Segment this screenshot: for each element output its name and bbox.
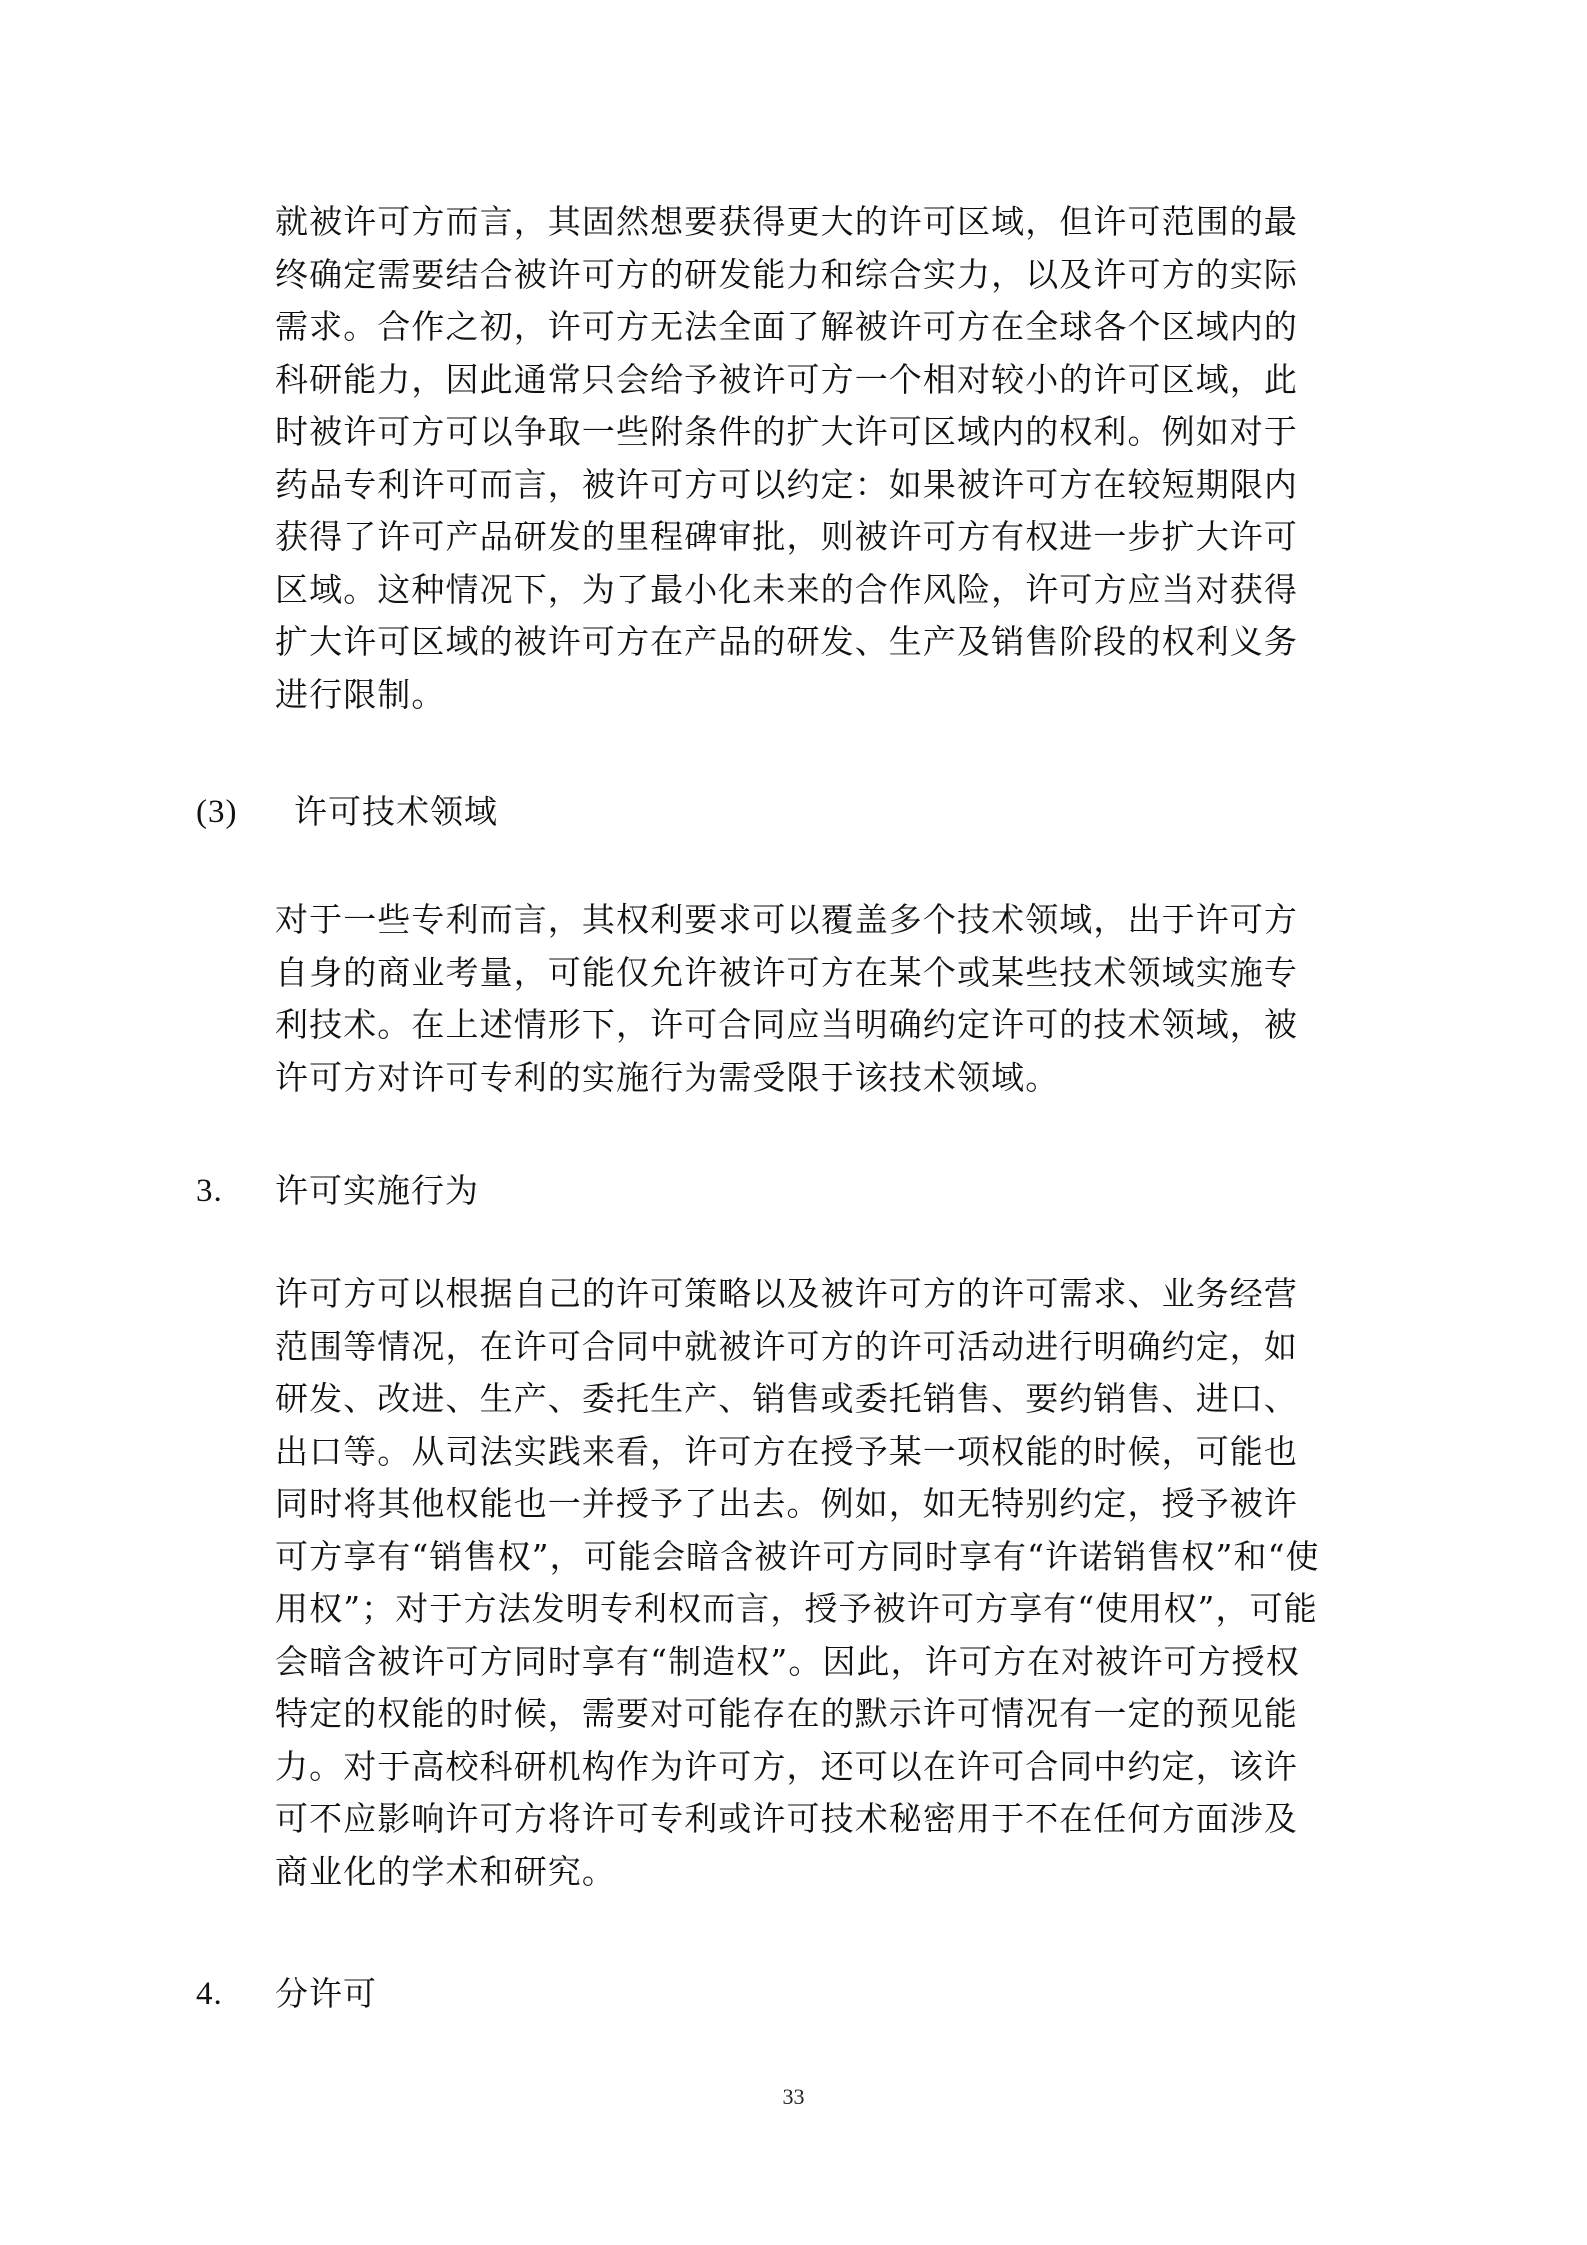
- text-line: 同时将其他权能也一并授予了出去。例如，如无特别约定，授予被许: [275, 1484, 1298, 1523]
- page-number: 33: [782, 2084, 805, 2109]
- paragraph-license-territory: [275, 196, 1403, 721]
- text-line: 研发、改进、生产、委托生产、销售或委托销售、要约销售、进口、: [275, 1379, 1298, 1418]
- heading-number: 3.: [196, 1173, 223, 1209]
- paragraph-technical-field: [275, 894, 1403, 1104]
- text-line: 获得了许可产品研发的里程碑审批，则被许可方有权进一步扩大许可: [275, 517, 1298, 556]
- text-line: 商业化的学术和研究。: [275, 1851, 616, 1891]
- text-line: 利技术。在上述情形下，许可合同应当明确约定许可的技术领域，被: [275, 1005, 1298, 1044]
- heading-title: 分许可: [275, 1974, 377, 2013]
- text-line: 可方享有“销售权”，可能会暗含被许可方同时享有“许诺销售权”和“使: [275, 1536, 1320, 1576]
- text-line: 需求。合作之初，许可方无法全面了解被许可方在全球各个区域内的: [275, 307, 1298, 346]
- heading-title: 许可实施行为: [275, 1171, 479, 1210]
- text-line: 会暗含被许可方同时享有“制造权”。因此，许可方在对被许可方授权: [275, 1641, 1300, 1681]
- heading-number: 4.: [196, 1976, 223, 2012]
- text-line: 可不应影响许可方将许可专利或许可技术秘密用于不在任何方面涉及: [275, 1799, 1298, 1838]
- text-line: 进行限制。: [275, 674, 446, 714]
- text-line: 终确定需要结合被许可方的研发能力和综合实力，以及许可方的实际: [275, 254, 1298, 294]
- text-line: 范围等情况，在许可合同中就被许可方的许可活动进行明确约定，如: [275, 1326, 1298, 1366]
- text-line: 特定的权能的时候，需要对可能存在的默示许可情况有一定的预见能: [275, 1694, 1298, 1733]
- text-line: 用权”；对于方法发明专利权而言，授予被许可方享有“使用权”，可能: [275, 1589, 1318, 1628]
- text-line: 时被许可方可以争取一些附条件的扩大许可区域内的权利。例如对于: [275, 412, 1298, 451]
- text-line: 力。对于高校科研机构作为许可方，还可以在许可合同中约定，该许: [275, 1746, 1298, 1786]
- text-line: 就被许可方而言，其固然想要获得更大的许可区域，但许可范围的最: [275, 202, 1298, 241]
- text-line: 自身的商业考量，可能仅允许被许可方在某个或某些技术领域实施专: [275, 952, 1298, 992]
- text-line: 许可方对许可专利的实施行为需受限于该技术领域。: [275, 1057, 1060, 1097]
- heading-title: 许可技术领域: [294, 792, 498, 831]
- text-line: 出口等。从司法实践来看，许可方在授予某一项权能的时候，可能也: [275, 1431, 1298, 1471]
- text-line: 区域。这种情况下，为了最小化未来的合作风险，许可方应当对获得: [275, 569, 1298, 609]
- heading-number: (3): [196, 794, 238, 830]
- text-line: 药品专利许可而言，被许可方可以约定：如果被许可方在较短期限内: [275, 464, 1298, 504]
- text-line: 对于一些专利而言，其权利要求可以覆盖多个技术领域，出于许可方: [275, 900, 1298, 939]
- text-line: 许可方可以根据自己的许可策略以及被许可方的许可需求、业务经营: [275, 1274, 1298, 1313]
- text-line: 科研能力，因此通常只会给予被许可方一个相对较小的许可区域，此: [275, 359, 1298, 399]
- paragraph-licensed-acts: [275, 1268, 1403, 1898]
- text-line: 扩大许可区域的被许可方在产品的研发、生产及销售阶段的权利义务: [275, 622, 1298, 661]
